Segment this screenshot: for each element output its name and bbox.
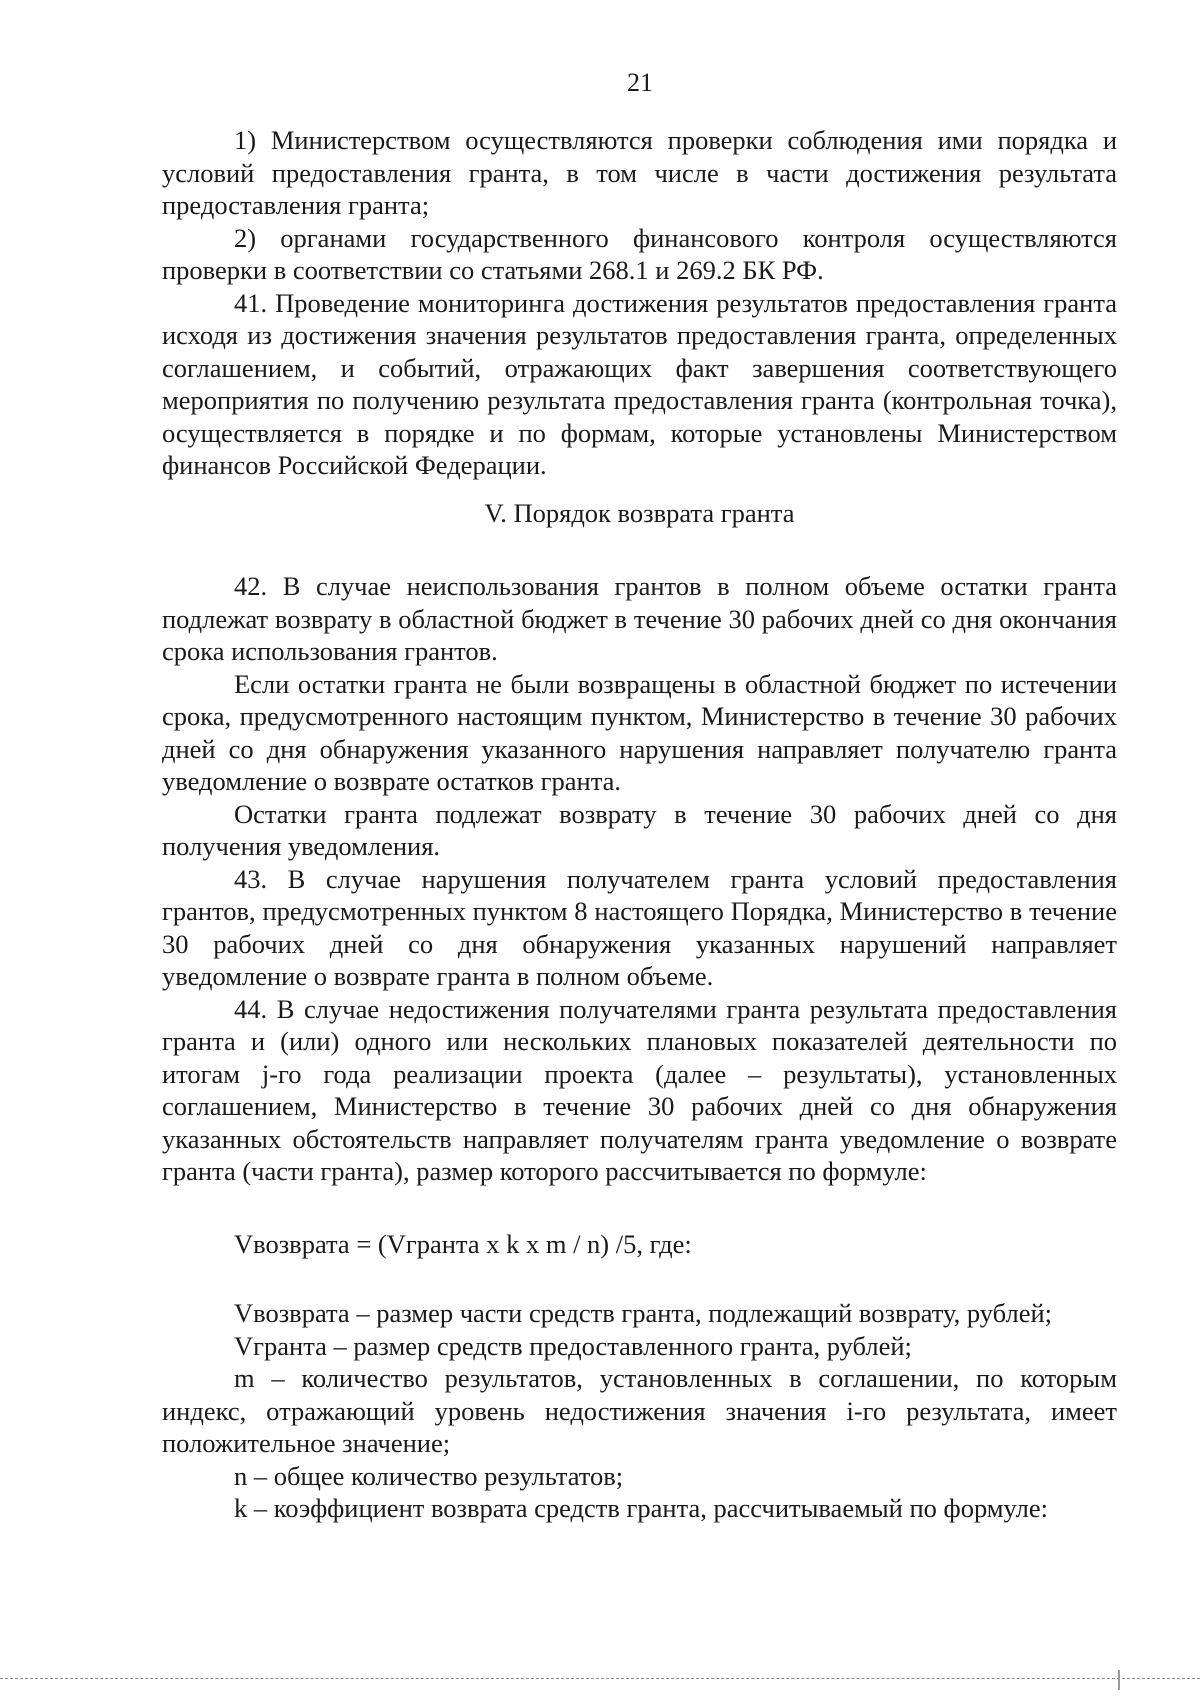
section-heading: V. Порядок возврата гранта [484,497,795,528]
paragraph-42: 42. В случае неиспользования грантов в полном объеме остатки гранта подлежат возврату в областной бюджет в течение 30 рабочих дней со дня окончания срока использования грантов. [162,571,1117,666]
page-number: 21 [627,68,653,97]
paragraph-41: 41. Проведение мониторинга достижения результатов предоставления гранта исходя из достижения значения результатов предоставления гранта, определенных соглашением, и событий, отражающих факт завершения соответствующего мероприятия по получению результата предоставления гранта (контрольная точка), осуществляется в порядке и по формам, которые установлены Министерством финансов Российской Федерации. [162,287,1117,480]
document-body [162,124,1117,1525]
paragraph-42-continued: Если остатки гранта не были возвращены в областной бюджет по истечении срока, предусмотренного настоящим пунктом, Министерство в течение 30 рабочих дней со дня обнаружения указанного нарушения направляет получателю гранта уведомление о возврате остатков гранта. [162,668,1117,796]
paragraph-43: 43. В случае нарушения получателем гранта условий предоставления грантов, предусмотренных пунктом 8 настоящего Порядка, Министерство в течение 30 рабочих дней со дня обнаружения указанных нарушений направляет уведомление о возврате гранта в полном объеме. [162,863,1117,991]
scan-artifact-line [0,1678,1200,1679]
definition-m: m – количество результатов, установленных в соглашении, по которым индекс, отражающий уровень недостижения значения i-го результата, имеет положительное значение; [162,1363,1117,1458]
paragraph-44: 44. В случае недостижения получателями гранта результата предоставления гранта и (или) одного или нескольких плановых показателей деятельности по итогам j-го года реализации проекта (далее – результаты), установленных соглашением, Министерство в течение 30 рабочих дней со дня обнаружения указанных обстоятельств направляет получателям гранта уведомление о возврате гранта (части гранта), размер которого рассчитывается по формуле: [162,993,1117,1186]
definition-v-grant: Vгранта – размер средств предоставленного гранта, рублей; [234,1330,912,1361]
definition-v-return: Vвозврата – размер части средств гранта, подлежащий возврату, рублей; [234,1298,1053,1328]
return-formula: Vвозврата = (Vгранта x k x m / n) /5, где: [234,1228,692,1259]
definition-k: k – коэффициент возврата средств гранта, рассчитываемый по формуле: [234,1493,1048,1523]
paragraph-40-item-1: 1) Министерством осуществляются проверки соблюдения ими порядка и условий предоставления гранта, в том числе в части достижения результата предоставления гранта; [162,125,1117,220]
paragraph-42-deadline: Остатки гранта подлежат возврату в течение 30 рабочих дней со дня получения уведомления. [162,798,1117,861]
scan-artifact-mark [1118,1670,1120,1690]
paragraph-40-item-2: 2) органами государственного финансового контроля осуществляются проверки в соответствии со статьями 268.1 и 269.2 БК РФ. [162,222,1117,285]
definition-n: n – общее количество результатов; [234,1460,624,1491]
